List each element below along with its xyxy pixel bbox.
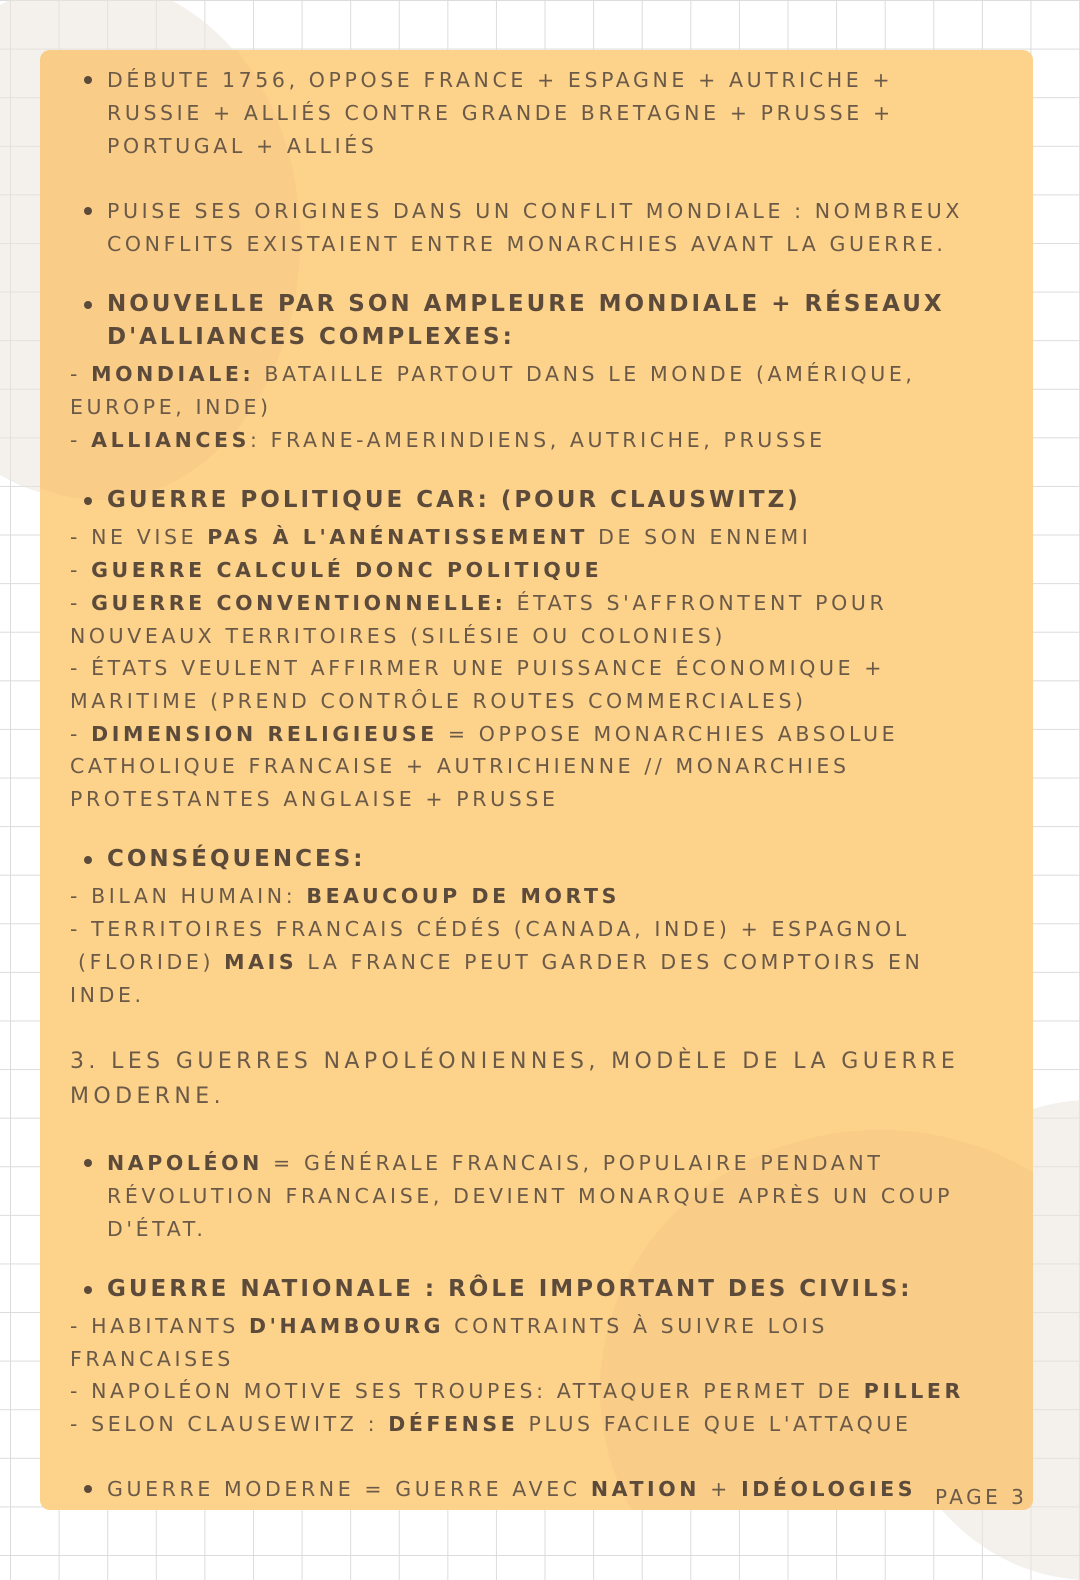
bold-term: ALLIANCES: [91, 428, 250, 452]
bullet-1-line-1: DÉBUTE 1756, OPPOSE FRANCE + ESPAGNE + AUTRICHE +: [107, 68, 894, 92]
detail-text: TERRITOIRES FRANCAIS CÉDÉS (CANADA, INDE) + ESPAGNOL: [91, 917, 910, 941]
bullet-dot: [84, 207, 92, 215]
bullet-4-detail-2: - GUERRE CALCULÉ DONC POLITIQUE: [70, 558, 603, 582]
bullet-1-line-3: PORTUGAL + ALLIÉS: [107, 134, 378, 158]
bullet-5-detail-2-cont-2: INDE.: [70, 983, 145, 1007]
detail-text: NAPOLÉON MOTIVE SES TROUPES: ATTAQUER PERMET DE: [91, 1379, 864, 1403]
bullet-dot: [84, 76, 92, 84]
bold-term: BEAUCOUP DE MORTS: [306, 884, 620, 908]
bullet-7-detail-1-cont: FRANCAISES: [70, 1347, 234, 1371]
bullet-4-detail-4-cont: MARITIME (PREND CONTRÔLE ROUTES COMMERCIALES): [70, 689, 807, 713]
detail-text: GUERRE MODERNE = GUERRE AVEC: [107, 1477, 591, 1501]
bullet-2-line-2: CONFLITS EXISTAIENT ENTRE MONARCHIES AVANT LA GUERRE.: [107, 232, 947, 256]
bullet-dot: [84, 301, 92, 309]
bullet-7-heading: GUERRE NATIONALE : RÔLE IMPORTANT DES CIVILS:: [107, 1276, 913, 1302]
bullet-6-line-1: [107, 1147, 884, 1180]
bold-term: IDÉOLOGIES: [741, 1477, 917, 1501]
detail-text: BILAN HUMAIN:: [91, 884, 307, 908]
notes-card: [40, 50, 1033, 1510]
bullet-4-detail-3: - GUERRE CONVENTIONNELLE: ÉTATS S'AFFRONTENT POUR: [70, 591, 888, 615]
page-number: PAGE 3: [935, 1485, 1028, 1509]
bullet-4-detail-3-cont: NOUVEAUX TERRITOIRES (SILÉSIE OU COLONIES): [70, 624, 726, 648]
bold-term: D'HAMBOURG: [249, 1314, 445, 1338]
bullet-dot: [84, 1286, 92, 1294]
bold-term: DIMENSION RELIGIEUSE: [91, 722, 438, 746]
section-3-heading-line-1: 3. LES GUERRES NAPOLÉONIENNES, MODÈLE DE LA GUERRE: [70, 1049, 960, 1074]
bullet-4-detail-5-cont-2: PROTESTANTES ANGLAISE + PRUSSE: [70, 787, 559, 811]
detail-text: ÉTATS S'AFFRONTENT POUR: [506, 591, 888, 615]
detail-text: CONTRAINTS À SUIVRE LOIS: [444, 1314, 828, 1338]
bullet-4-detail-5: - DIMENSION RELIGIEUSE = OPPOSE MONARCHIES ABSOLUE: [70, 722, 899, 746]
bullet-4-detail-5-cont-1: CATHOLIQUE FRANCAISE + AUTRICHIENNE // MONARCHIES: [70, 754, 850, 778]
detail-text: DE SON ENNEMI: [587, 525, 812, 549]
bullet-7-detail-3: - SELON CLAUSEWITZ : DÉFENSE PLUS FACILE QUE L'ATTAQUE: [70, 1412, 912, 1436]
detail-text: +: [700, 1477, 742, 1501]
detail-text: SELON CLAUSEWITZ :: [91, 1412, 389, 1436]
bold-term: DÉFENSE: [388, 1412, 519, 1436]
bullet-5-detail-1: - BILAN HUMAIN: BEAUCOUP DE MORTS: [70, 884, 620, 908]
bullet-4-detail-1: - NE VISE PAS À L'ANÉNATISSEMENT DE SON ENNEMI: [70, 525, 812, 549]
bullet-5-detail-2: - TERRITOIRES FRANCAIS CÉDÉS (CANADA, INDE) + ESPAGNOL: [70, 917, 910, 941]
detail-text: ÉTATS VEULENT AFFIRMER UNE PUISSANCE ÉCONOMIQUE +: [91, 656, 886, 680]
bullet-4-detail-4: - ÉTATS VEULENT AFFIRMER UNE PUISSANCE ÉCONOMIQUE +: [70, 656, 886, 680]
bullet-5-heading: CONSÉQUENCES:: [107, 846, 366, 872]
bold-term: PILLER: [863, 1379, 964, 1403]
bold-term: NATION: [590, 1477, 701, 1501]
bold-term: NAPOLÉON: [107, 1151, 263, 1175]
bullet-dot: [84, 856, 92, 864]
bullet-4-heading: GUERRE POLITIQUE CAR: (POUR CLAUSWITZ): [107, 487, 801, 513]
bullet-3-detail-mondiale-cont: EUROPE, INDE): [70, 395, 272, 419]
detail-text: LA FRANCE PEUT GARDER DES COMPTOIRS EN: [297, 950, 924, 974]
bold-term: GUERRE CALCULÉ DONC POLITIQUE: [91, 558, 603, 582]
bullet-2-line-1: PUISE SES ORIGINES DANS UN CONFLIT MONDIALE : NOMBREUX: [107, 199, 964, 223]
detail-text: BATAILLE PARTOUT DANS LE MONDE (AMÉRIQUE,: [254, 362, 916, 386]
bold-term: MAIS: [224, 950, 298, 974]
detail-text: NE VISE: [91, 525, 208, 549]
bullet-8-line: [107, 1473, 916, 1506]
detail-text: : FRANE-AMERINDIENS, AUTRICHE, PRUSSE: [249, 428, 826, 452]
bullet-5-detail-2-cont: [78, 946, 923, 979]
bullet-3-heading-line-1: NOUVELLE PAR SON AMPLEURE MONDIALE + RÉSEAUX: [107, 291, 945, 317]
bullet-1-line-2: RUSSIE + ALLIÉS CONTRE GRANDE BRETAGNE + PRUSSE +: [107, 101, 894, 125]
bold-term: GUERRE CONVENTIONNELLE:: [91, 591, 507, 615]
bullet-6-line-3: D'ÉTAT.: [107, 1217, 207, 1241]
bullet-dot: [84, 497, 92, 505]
bullet-3-detail-alliances: - ALLIANCES: FRANE-AMERINDIENS, AUTRICHE, PRUSSE: [70, 428, 826, 452]
bold-term: MONDIALE:: [91, 362, 255, 386]
bold-term: PAS À L'ANÉNATISSEMENT: [207, 525, 588, 549]
detail-text: = GÉNÉRALE FRANCAIS, POPULAIRE PENDANT: [262, 1151, 884, 1175]
detail-text: HABITANTS: [91, 1314, 250, 1338]
section-3-heading-line-2: MODERNE.: [70, 1084, 225, 1109]
bullet-7-detail-1: - HABITANTS D'HAMBOURG CONTRAINTS À SUIVRE LOIS: [70, 1314, 828, 1338]
bullet-3-detail-mondiale: - MONDIALE: BATAILLE PARTOUT DANS LE MONDE (AMÉRIQUE,: [70, 362, 916, 386]
bullet-dot: [84, 1159, 92, 1167]
bullet-dot: [84, 1485, 92, 1493]
bullet-6-line-2: RÉVOLUTION FRANCAISE, DEVIENT MONARQUE APRÈS UN COUP: [107, 1184, 954, 1208]
bullet-3-heading-line-2: D'ALLIANCES COMPLEXES:: [107, 324, 515, 350]
bullet-7-detail-2: - NAPOLÉON MOTIVE SES TROUPES: ATTAQUER PERMET DE PILLER: [70, 1379, 964, 1403]
detail-text: = OPPOSE MONARCHIES ABSOLUE: [437, 722, 899, 746]
detail-text: (FLORIDE): [78, 950, 225, 974]
detail-text: PLUS FACILE QUE L'ATTAQUE: [518, 1412, 912, 1436]
